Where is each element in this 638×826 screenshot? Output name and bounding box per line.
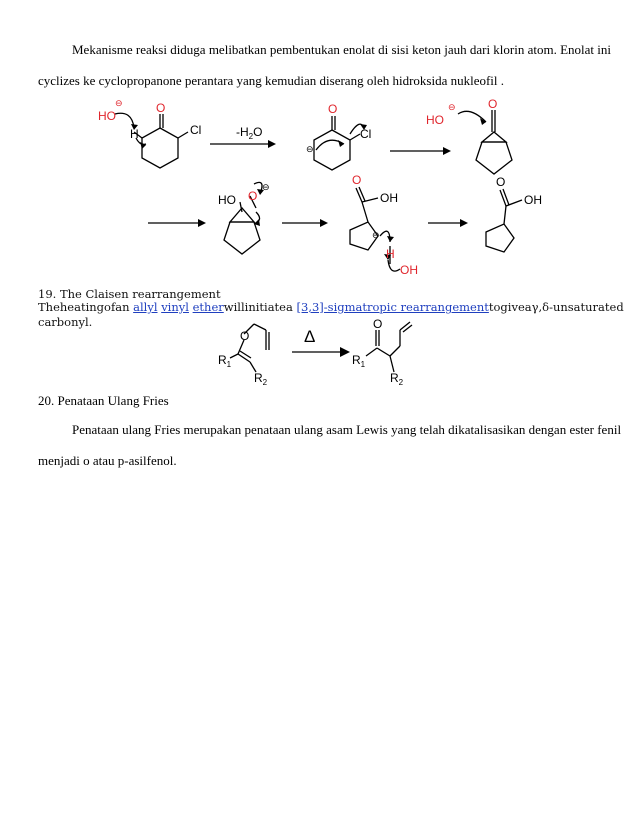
mechanism-paragraph-line-2: cyclizes ke cyclopropanone perantara yang kemudian diserang oleh hidroksida nukleofil . xyxy=(38,73,505,88)
claisen-paragraph-line-1 xyxy=(38,300,624,315)
claisen-rearrangement-scheme xyxy=(200,318,450,388)
claisen-heading: 19. The Claisen rearrangement xyxy=(38,287,221,301)
word: initiate xyxy=(244,300,286,314)
reaction-arrowhead-5 xyxy=(460,219,468,227)
word: a xyxy=(524,300,532,314)
reaction-arrowhead-4 xyxy=(320,219,328,227)
oxygen-label-3: O xyxy=(488,97,498,111)
word: give xyxy=(500,300,525,314)
hydroxide-oh-label-5: OH xyxy=(400,263,418,277)
oxygen-label-5: O xyxy=(352,173,362,187)
acid-oh-label-6: OH xyxy=(524,193,542,207)
hydroxide-label-3: HO xyxy=(218,193,236,207)
favorskii-mechanism-scheme xyxy=(60,94,580,284)
negative-charge-4: ⊖ xyxy=(262,182,270,192)
word-group: a [3,3]-sigmatropic rearrangement xyxy=(286,300,489,314)
ether-oxygen-label: O xyxy=(240,329,250,343)
negative-charge-3: ⊖ xyxy=(448,102,456,112)
word: of xyxy=(104,300,116,314)
negative-charge-5: ⊖ xyxy=(372,230,380,240)
hydroxide-label-2: HO xyxy=(426,113,444,127)
acid-oh-label-5: OH xyxy=(380,191,398,205)
reaction-arrowhead-3 xyxy=(198,219,206,227)
chlorine-label-2: Cl xyxy=(360,127,372,141)
ether-link[interactable]: ether xyxy=(192,300,224,314)
word: to xyxy=(488,300,501,314)
r1-label-reactant: $R_1$ xyxy=(218,353,232,369)
cyclopentane-ring-6 xyxy=(486,224,514,252)
fries-paragraph-line-2: menjadi o atau p-asilfenol. xyxy=(38,453,177,468)
allyl-link[interactable]: allyl xyxy=(133,300,158,314)
word: γ,δ-unsaturated xyxy=(531,300,624,314)
vinyl-link[interactable]: vinyl xyxy=(161,300,189,314)
r2-label-product: $R_2$ xyxy=(390,371,404,387)
cyclohexane-ring-1 xyxy=(142,128,178,168)
carbonyl-oxygen-label: O xyxy=(373,318,383,331)
word: The xyxy=(38,300,60,314)
hydrogen-label-5: H xyxy=(386,247,395,261)
word: heating xyxy=(59,300,105,314)
heat-delta-label: Δ xyxy=(304,327,316,346)
fries-heading: 20. Penataan Ulang Fries xyxy=(38,393,169,408)
chlorine-label-1: Cl xyxy=(190,123,202,137)
mechanism-paragraph-line-1: Mekanisme reaksi diduga melibatkan pembentukan enolat di sisi keton jauh dari klorin atom. Enolat ini xyxy=(72,42,612,57)
claisen-paragraph-line-2: carbonyl. xyxy=(38,315,93,329)
bicyclic-ring-3 xyxy=(482,132,506,142)
word: will xyxy=(223,300,245,314)
negative-charge-1: ⊖ xyxy=(115,98,123,108)
hydroxide-label-1: HO xyxy=(98,109,116,123)
mechanism-paragraph xyxy=(38,34,612,96)
oxygen-label-4: O xyxy=(248,189,258,203)
word-group: an allyl vinyl ether xyxy=(115,300,224,314)
r2-label-reactant: $R_2$ xyxy=(254,371,268,387)
cyclohexane-ring-2 xyxy=(314,130,350,170)
claisen-arrowhead xyxy=(340,347,350,357)
water-loss-label: $-H_2O$ xyxy=(236,125,263,141)
reaction-arrowhead-2 xyxy=(443,147,451,155)
fries-paragraph xyxy=(38,414,622,476)
oxygen-label-2: O xyxy=(328,102,338,116)
reaction-arrowhead-1 xyxy=(268,140,276,148)
oxygen-label-1: O xyxy=(156,101,166,115)
sigmatropic-rearrangement-link[interactable]: [3,3]-sigmatropic rearrangement xyxy=(296,300,489,314)
negative-charge-2: ⊖ xyxy=(306,144,314,154)
oxygen-label-6: O xyxy=(496,175,506,189)
fries-paragraph-line-1: Penataan ulang Fries merupakan penataan ulang asam Lewis yang telah dikatalisasikan dengan ester fenil xyxy=(72,422,622,437)
r1-label-product: $R_1$ xyxy=(352,353,366,369)
hydrogen-label-1: H xyxy=(130,127,139,141)
